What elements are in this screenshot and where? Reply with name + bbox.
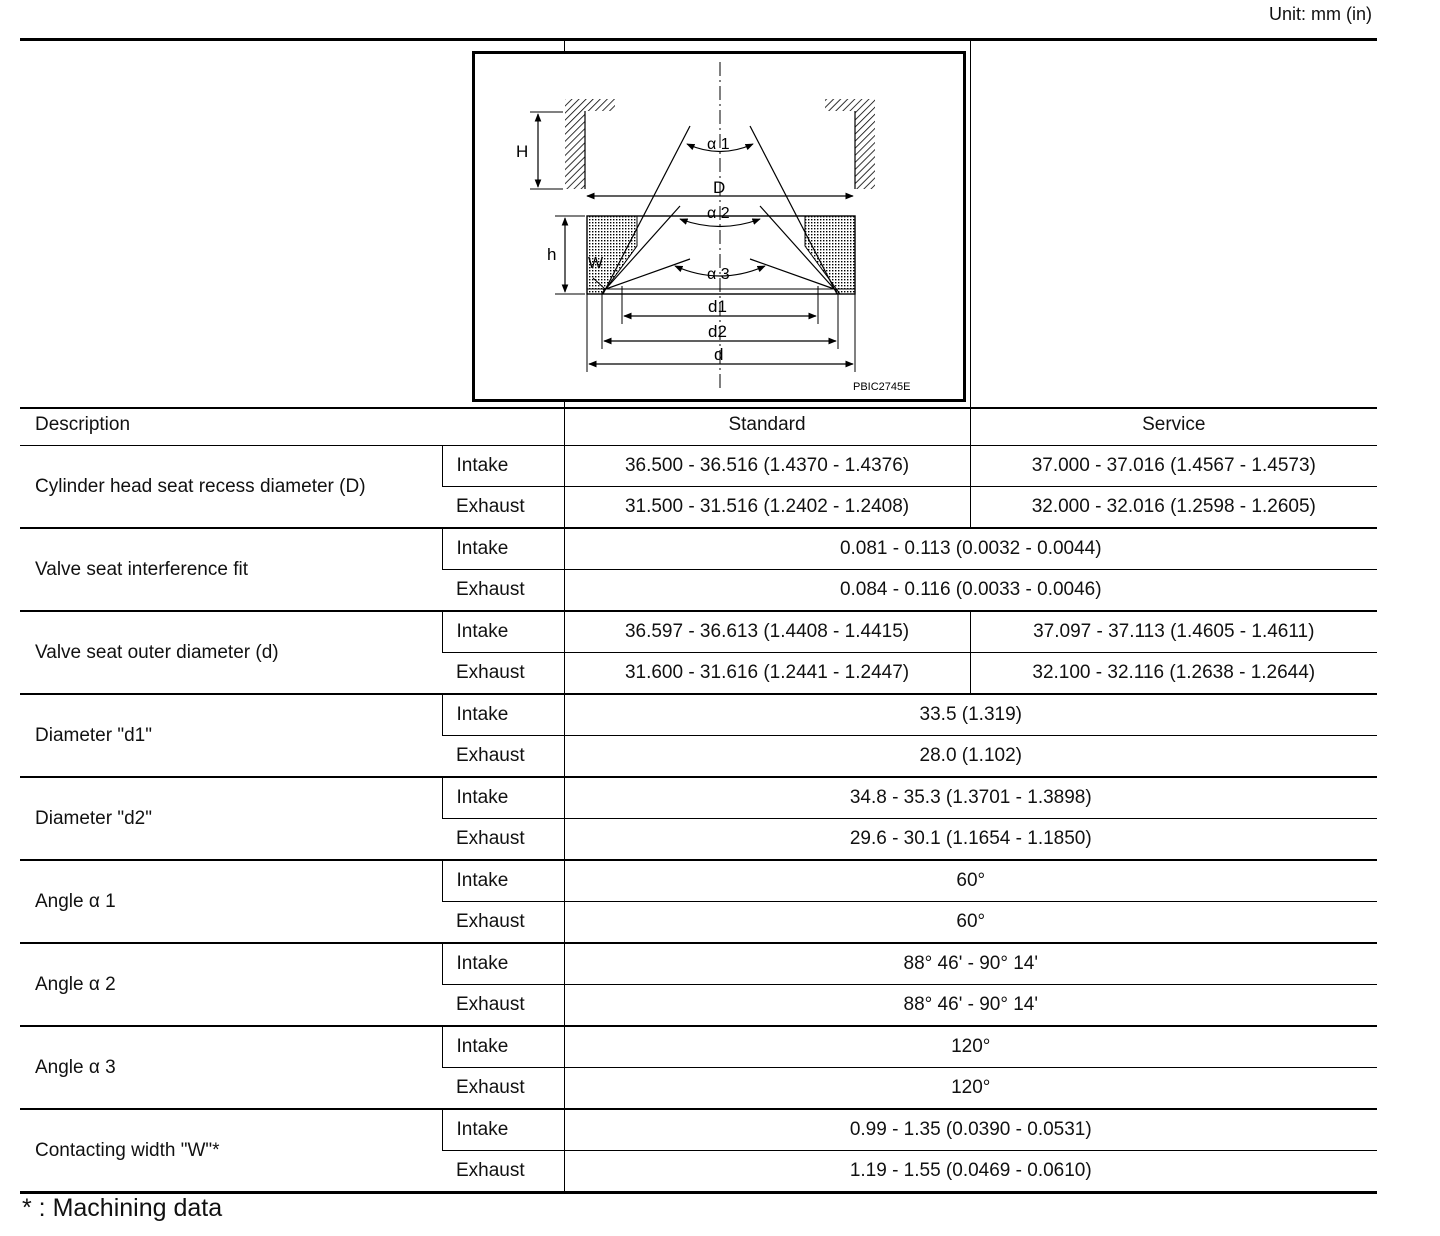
combined-value: 120° [564, 1026, 1377, 1068]
combined-value: 0.081 - 0.113 (0.0032 - 0.0044) [564, 528, 1377, 570]
label-D: D [713, 178, 726, 197]
label-alpha1: α 1 [707, 136, 730, 153]
row-description: Angle α 3 [20, 1026, 442, 1109]
combined-value: 0.99 - 1.35 (0.0390 - 0.0531) [564, 1109, 1377, 1151]
figure-code: PBIC2745E [853, 381, 911, 393]
combined-value: 1.19 - 1.55 (0.0469 - 0.0610) [564, 1151, 1377, 1193]
combined-value: 120° [564, 1068, 1377, 1110]
header-description: Description [20, 405, 564, 446]
footnote: * : Machining data [22, 1194, 223, 1222]
service-value: 32.100 - 32.116 (1.2638 - 1.2644) [970, 653, 1377, 695]
valve-seat-spec-table [20, 405, 1377, 1194]
intake-label: Intake [442, 528, 564, 570]
table-row [20, 446, 1377, 487]
service-value: 32.000 - 32.016 (1.2598 - 1.2605) [970, 487, 1377, 529]
label-d2: d2 [708, 322, 727, 341]
label-d: d [714, 345, 724, 364]
label-d1: d1 [708, 297, 727, 316]
standard-value: 31.600 - 31.616 (1.2441 - 1.2447) [564, 653, 970, 695]
table-row [20, 1026, 1377, 1068]
cylinder-head-right [825, 99, 875, 189]
header-service: Service [970, 405, 1377, 446]
exhaust-label: Exhaust [442, 736, 564, 778]
combined-value: 60° [564, 902, 1377, 944]
combined-value: 28.0 (1.102) [564, 736, 1377, 778]
row-description: Contacting width "W"* [20, 1109, 442, 1193]
table-row [20, 611, 1377, 653]
table-row [20, 777, 1377, 819]
combined-value: 60° [564, 860, 1377, 902]
intake-label: Intake [442, 446, 564, 487]
intake-label: Intake [442, 1026, 564, 1068]
combined-value: 88° 46' - 90° 14' [564, 943, 1377, 985]
exhaust-label: Exhaust [442, 653, 564, 695]
table-row [20, 860, 1377, 902]
row-description: Diameter "d2" [20, 777, 442, 860]
standard-value: 36.500 - 36.516 (1.4370 - 1.4376) [564, 446, 970, 487]
table-header-row [20, 405, 1377, 446]
label-H: H [516, 142, 529, 161]
intake-label: Intake [442, 777, 564, 819]
figure-divider-right [970, 41, 971, 407]
exhaust-label: Exhaust [442, 819, 564, 861]
intake-label: Intake [442, 943, 564, 985]
combined-value: 29.6 - 30.1 (1.1654 - 1.1850) [564, 819, 1377, 861]
intake-label: Intake [442, 860, 564, 902]
row-description: Angle α 1 [20, 860, 442, 943]
combined-value: 0.084 - 0.116 (0.0033 - 0.0046) [564, 570, 1377, 612]
combined-value: 34.8 - 35.3 (1.3701 - 1.3898) [564, 777, 1377, 819]
service-value: 37.097 - 37.113 (1.4605 - 1.4611) [970, 611, 1377, 653]
exhaust-label: Exhaust [442, 1151, 564, 1193]
combined-value: 33.5 (1.319) [564, 694, 1377, 736]
row-description: Valve seat interference fit [20, 528, 442, 611]
service-value: 37.000 - 37.016 (1.4567 - 1.4573) [970, 446, 1377, 487]
standard-value: 31.500 - 31.516 (1.2402 - 1.2408) [564, 487, 970, 529]
exhaust-label: Exhaust [442, 985, 564, 1027]
label-alpha2: α 2 [707, 205, 730, 222]
exhaust-label: Exhaust [442, 570, 564, 612]
row-description: Angle α 2 [20, 943, 442, 1026]
label-alpha3: α 3 [707, 266, 730, 283]
row-description: Cylinder head seat recess diameter (D) [20, 446, 442, 529]
exhaust-label: Exhaust [442, 1068, 564, 1110]
standard-value: 36.597 - 36.613 (1.4408 - 1.4415) [564, 611, 970, 653]
cylinder-head-left [565, 99, 615, 189]
combined-value: 88° 46' - 90° 14' [564, 985, 1377, 1027]
table-row [20, 1109, 1377, 1151]
table-row [20, 694, 1377, 736]
exhaust-label: Exhaust [442, 487, 564, 529]
valve-seat-diagram [475, 54, 963, 399]
header-standard: Standard [564, 405, 970, 446]
table-row [20, 943, 1377, 985]
row-description: Diameter "d1" [20, 694, 442, 777]
label-h: h [547, 245, 557, 264]
unit-label: Unit: mm (in) [1269, 4, 1372, 24]
intake-label: Intake [442, 611, 564, 653]
table-row [20, 528, 1377, 570]
row-description: Valve seat outer diameter (d) [20, 611, 442, 694]
intake-label: Intake [442, 694, 564, 736]
label-W: W [588, 255, 604, 272]
valve-seat-diagram-frame [472, 51, 966, 402]
exhaust-label: Exhaust [442, 902, 564, 944]
intake-label: Intake [442, 1109, 564, 1151]
figure-row [20, 38, 1377, 409]
